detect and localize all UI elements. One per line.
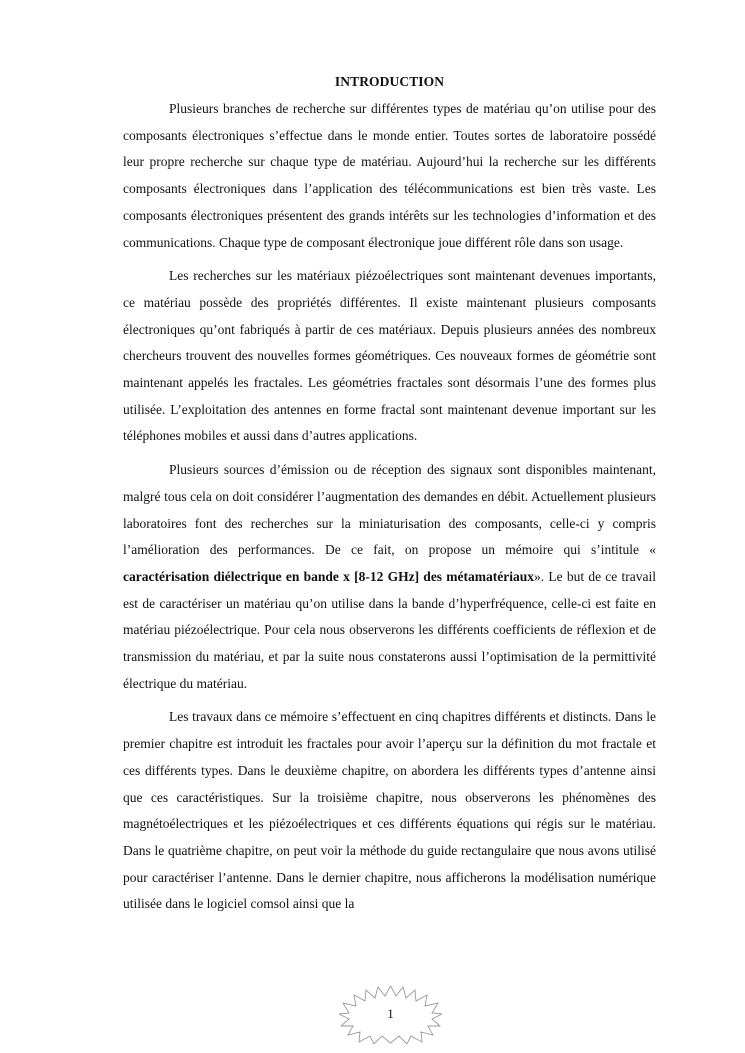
- page-number: 1: [387, 1006, 394, 1021]
- paragraph-3-before: Plusieurs sources d’émission ou de réception des signaux sont disponibles maintenant, malgré tous cela on doit considérer l’augmentation des demandes en débit. Actuellement plusieurs laboratoires font des recherches sur la miniaturisation des composants, celle-ci y compris l’amélioration des performances. De ce fait, on propose un mémoire qui s’intitule «: [123, 462, 656, 558]
- paragraph-3-after: ». Le but de ce travail est de caractériser un matériau qu’on utilise dans la bande d’hyperfréquence, celle-ci est faite en matériau piézoélectrique. Pour cela nous observerons les différents coefficients de réflexion et de transmission du matériau, et par la suite nous constaterons aussi l’optimisation de la permittivité électrique du matériau.: [123, 568, 656, 691]
- paragraph-3: [123, 457, 656, 697]
- paragraph-2: Les recherches sur les matériaux piézoélectriques sont maintenant devenues importants, ce matériau possède des propriétés différentes. Il existe maintenant plusieurs composants électroniques qu’ont fabriqués à partir de ces matériaux. Depuis plusieurs années des nombreux chercheurs trouvent des nouvelles formes géométriques. Ces nouveaux formes de géométrie sont maintenant appelés les fractales. Les géométries fractales sont désormais l’une des formes plus utilisée. L’exploitation des antennes en forme fractal sont maintenant devenue important sur les téléphones mobiles et aussi dans d’autres applications.: [123, 268, 656, 444]
- thesis-title-bold: caractérisation diélectrique en bande x [8-12 GHz] des métamatériaux: [123, 568, 535, 584]
- document-page: [123, 70, 656, 925]
- paragraph-4: Les travaux dans ce mémoire s’effectuent en cinq chapitres différents et distincts. Dans le premier chapitre est introduit les fractales pour avoir l’aperçu sur la définition du mot fractale et ces différents types. Dans le deuxième chapitre, on abordera les différents types d’antenne ainsi que ces caractéristiques. Sur la troisième chapitre, nous observerons les phénomènes des magnétoélectriques et les piézoélectriques et ces différents équations qui régis sur le matériau. Dans le quatrième chapitre, on peut voir la méthode du guide rectangulaire que nous avons utilisé pour caractériser l’antenne. Dans le dernier chapitre, nous afficherons la modélisation numérique utilisée dans le logiciel comsol ainsi que la: [123, 709, 656, 912]
- paragraph-1: Plusieurs branches de recherche sur différentes types de matériau qu’on utilise pour des composants électroniques s’effectue dans le monde entier. Toutes sortes de laboratoire possédé leur propre recherche sur chaque type de matériau. Aujourd’hui la recherche sur les différents composants électroniques dans l’application des télécommunications est bien très vaste. Les composants électroniques présentent des grands intérêts sur les technologies d’information et des communications. Chaque type de composant électronique joue différent rôle dans son usage.: [123, 101, 656, 250]
- page-title: INTRODUCTION: [334, 74, 445, 89]
- page-number-badge: [339, 984, 442, 1044]
